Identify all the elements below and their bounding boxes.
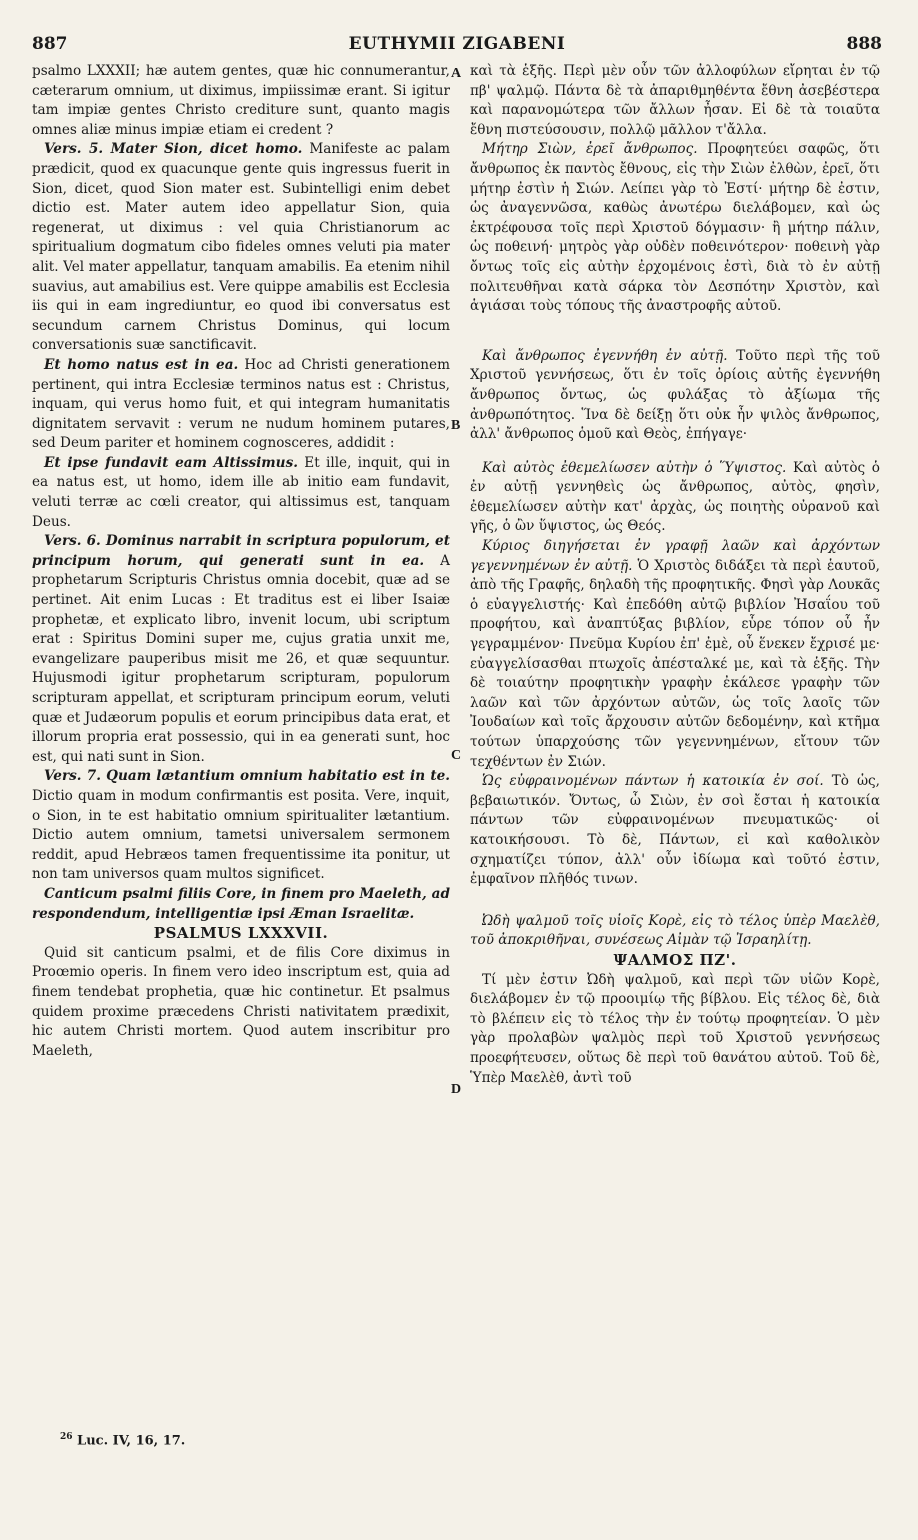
greek-paragraph bbox=[470, 140, 880, 316]
latin-paragraph bbox=[32, 532, 450, 767]
verse-heading: Vers. 7. Quam lætantium omnium habitatio est in te. bbox=[44, 768, 450, 785]
footnote-number: 26 bbox=[60, 1432, 73, 1442]
margin-marker-a: A bbox=[451, 66, 462, 81]
greek-paragraph bbox=[470, 347, 880, 445]
latin-paragraph: Quid sit canticum psalmi, et de filis Core diximus in Proœmio operis. In finem vero ideo inscriptum est, quia ad finem tendebat prophetia, quæ hic continetur. Et psalmus quidem proxime præcedens Christi nativitatem prædixit, hic autem Christi mortem. Quod autem inscribitur pro Maeleth, bbox=[32, 944, 450, 1059]
commentary-text: Hoc ad Christi generationem pertinent, qui intra Ecclesiæ terminos natus est : Christus, inquam, qui verus homo fuit, et qui integram humanitatis dignitatem servavit : verum ne nudum hominem putares, sed Deum pariter et hominem cognosceres, addidit : bbox=[32, 356, 450, 452]
running-title: EUTHYMII ZIGABENI bbox=[348, 34, 566, 54]
verse-heading: Ὡς εὐφραινομένων πάντων ἡ κατοικία ἐν σοί. bbox=[482, 773, 824, 790]
commentary-text: Et ille, inquit, qui in ea natus est, ut homo, idem ille ab initio eam fundavit, veluti terræ ac cœli creator, qui altissimus est, tanquam Deus. bbox=[32, 454, 451, 530]
greek-paragraph bbox=[470, 537, 880, 772]
margin-marker-d: D bbox=[451, 1082, 462, 1097]
verse-heading: Καὶ ἄνθρωπος ἐγεννήθη ἐν αὐτῇ. bbox=[482, 347, 728, 364]
page-number-right: 888 bbox=[846, 34, 882, 54]
psalm-title-latin: PSALMUS LXXXVII. bbox=[153, 924, 329, 943]
greek-paragraph bbox=[470, 772, 880, 890]
latin-paragraph bbox=[32, 454, 450, 532]
spacer bbox=[470, 445, 880, 459]
greek-paragraph: Τί μὲν ἐστιν Ὠδὴ ψαλμοῦ, καὶ περὶ τῶν υἱῶν Κορὲ, διελάβομεν ἐν τῷ προοιμίῳ τῆς βίβλου. Εἰς τέλος δὲ, διὰ τὸ βλέπειν εἰς τὸ τέλος τὴν ἐν τούτῳ προφητείαν. Ὁ μὲν γὰρ προλαβὼν ψαλμὸς περὶ τοῦ Χριστοῦ γεννήσεως προεφήτευσεν, οὕτως δὲ περὶ τοῦ θανάτου αὐτοῦ. Τοῦ δὲ, Ὑπὲρ Μαελὲθ, ἀντὶ τοῦ bbox=[470, 971, 880, 1086]
page-header bbox=[32, 34, 882, 58]
verse-heading: Κύριος διηγήσεται ἐν γραφῇ λαῶν καὶ ἀρχόντων γεγεννημένων ἐν αὐτῇ. bbox=[470, 538, 880, 574]
latin-paragraph bbox=[32, 767, 450, 885]
spacer bbox=[470, 890, 880, 912]
commentary-text: A prophetarum Scripturis Christus omnia docebit, quæ ad se pertinet. Ait enim Lucas : Et traditus est ei liber Isaiæ prophetæ, et explicato libro, invenit locum, ubi scriptum erat : Spiritus Domini super me, cujus gratia unxit me, evangelizare pauperibus misit me 26, et quæ sequuntur. Hujusmodi igitur prophetarum scripturam, populorum scripturam appellat, et scripturam principum eorum, veluti quæ et Judæorum populis et eorum principibus data erat, et illorum propria erat possessio, qui in ea generati sunt, hoc est, qui nati sunt in Sion. bbox=[32, 552, 450, 765]
greek-column bbox=[470, 62, 880, 1088]
margin-marker-c: C bbox=[451, 748, 462, 763]
page-number-left: 887 bbox=[32, 34, 68, 54]
footnote-text: Luc. IV, 16, 17. bbox=[72, 1433, 186, 1449]
commentary-text: Ὁ Χριστὸς διδάξει τὰ περὶ ἑαυτοῦ, ἀπὸ τῆς Γραφῆς, δηλαδὴ τῆς προφητικῆς. Φησὶ γὰρ Λουκᾶς ὁ εὐαγγελιστής· Καὶ ἐπεδόθη αὐτῷ βιβλίον Ἠσαΐου τοῦ προφήτου, καὶ ἀναπτύξας βιβλίον, εὗρε τόπον οὗ ἦν γεγραμμένον· Πνεῦμα Κυρίου ἐπ' ἐμὲ, οὗ ἕνεκεν ἔχρισέ με· εὐαγγελίσασθαι πτωχοῖς ἀπέσταλκέ με, καὶ τὰ ἑξῆς. Τὴν δὲ τοιαύτην προφητικὴν γραφὴν ἐκάλεσε γραφὴν τῶν λαῶν καὶ τῶν ἀρχόντων αὐτῶν, ὡς τοῖς λαοῖς τῶν Ἰουδαίων καὶ τοῖς ἄρχουσιν αὐτῶν δεδομένην, καὶ κτῆμα τούτων ὑπαρχούσης τῶν γεγεννημένων, εἴτουν τῶν τεχθέντων ἐν Σιών. bbox=[470, 557, 880, 770]
verse-heading: Μήτηρ Σιὼν, ἐρεῖ ἄνθρωπος. bbox=[482, 141, 698, 158]
verse-heading: Et homo natus est in ea. bbox=[44, 356, 239, 373]
footnote bbox=[60, 1432, 185, 1448]
verse-heading: Vers. 5. Mater Sion, dicet homo. bbox=[44, 141, 303, 158]
canticum-title: Canticum psalmi filiis Core, in finem pro Maeleth, ad respondendum, intelligentiæ ipsi Æman Israelitæ. bbox=[32, 885, 450, 922]
latin-paragraph: psalmo LXXXII; hæ autem gentes, quæ hic connumerantur, cæterarum omnium, ut diximus, impiissimæ erant. Si igitur tam impiæ gentes Christo crediture sunt, quanto magis omnes aliæ minus impiæ etiam ei credent ? bbox=[32, 63, 450, 138]
ode-title: Ὠδὴ ψαλμοῦ τοῖς υἱοῖς Κορὲ, εἰς τὸ τέλος ὑπὲρ Μαελὲθ, τοῦ ἀποκριθῆναι, συνέσεως Αἰμὰν τῷ Ἰσραηλίτῃ. bbox=[470, 912, 880, 949]
latin-column bbox=[32, 62, 450, 1061]
latin-paragraph bbox=[32, 356, 450, 454]
commentary-text: Προφητεύει σαφῶς, ὅτι ἄνθρωπος ἐκ παντὸς ἔθνους, εἰς τὴν Σιὼν ἐλθὼν, ἐρεῖ, ὅτι μήτηρ ἐστὶν ἡ Σιών. Λείπει γὰρ τὸ Ἐστί· μήτηρ δὲ ἐστιν, ὡς ἀναγεννῶσα, καθὼς ἀνωτέρω διελάβομεν, καὶ ὡς ἐκτρέφουσα τοῖς περὶ Χριστοῦ δόγμασιν· ἢ μήτηρ πάλιν, ὡς ποθεινή· μητρὸς γὰρ οὐδὲν ποθεινότερον· ποθεινὴ γὰρ ὄντως τοῖς εἰς αὐτὴν ἐρχομένοις ἐστὶ, διὰ τὸ ἐν αὐτῇ πολιτευθῆναι κατὰ σάρκα τὸν Δεσπότην Χριστὸν, καὶ ἁγιάσαι τοὺς τόπους τῆς ἀναστροφῆς αὐτοῦ. bbox=[470, 141, 881, 315]
latin-paragraph bbox=[32, 140, 450, 356]
commentary-text: Καὶ αὐτὸς ὁ ἐν αὐτῇ γεννηθεὶς ὡς ἄνθρωπος, αὐτὸς, φησὶν, ἐθεμελίωσεν αὐτὴν κατ' ἀρχὰς, ὡς ποιητὴς οὐρανοῦ καὶ γῆς, ὁ ὢν ὕψιστος, ὡς Θεός. bbox=[470, 459, 880, 535]
greek-paragraph bbox=[470, 459, 880, 537]
verse-heading: Καὶ αὐτὸς ἐθεμελίωσεν αὐτὴν ὁ Ὕψιστος. bbox=[482, 459, 787, 476]
commentary-text: Τὸ ὡς, βεβαιωτικόν. Ὄντως, ὦ Σιὼν, ἐν σοὶ ἔσται ἡ κατοικία πάντων τῶν εὐφραινομένων πνευματικῶς· οἱ κατοικήσουσι. Τὸ δὲ, Πάντων, εἰ καὶ καθολικὸν σχηματίζει τύπον, ἀλλ' οὖν ἰδίωμα καὶ τοῦτό ἐστιν, ἐμφαῖνον πλῆθός τινων. bbox=[470, 773, 880, 888]
psalm-title-greek: ΨΑΛΜΟΣ ΠΖ'. bbox=[613, 950, 737, 969]
commentary-text: Manifeste ac palam prædicit, quod ex quacunque gente quis ingressus fuerit in Sion, dicet, quod Sion mater est. Subintelligi enim debet dictio est. Mater autem ideo appellatur Sion, quia regenerat, ut diximus : vel quia Christianorum ac spiritualium dogmatum cibo fideles omnes veluti pia mater alit. Vel mater appellatur, tanquam amabilis. Ea etenim nihil suavius, aut amabilius est. Vere quippe amabilis est Ecclesia iis qui in eam ingrediuntur, eo quod ibi conversatus est secundum carnem Christus Dominus, qui locum conversationis suæ sanctificavit. bbox=[32, 141, 450, 354]
commentary-text: Dictio quam in modum confirmantis est posita. Vere, inquit, o Sion, in te est habitatio omnium spiritualiter lætantium. Dictio autem omnium, tametsi universalem sermonem reddit, apud Hebræos tamen frequentissime ita ponitur, ut non tam universos quam multos significet. bbox=[32, 787, 450, 883]
spacer bbox=[470, 317, 880, 347]
greek-paragraph: καὶ τὰ ἑξῆς. Περὶ μὲν οὖν τῶν ἀλλοφύλων εἴρηται ἐν τῷ πβ' ψαλμῷ. Πάντα δὲ τὰ ἀπαριθμηθέντα ἔθνη ἀσεβέστερα καὶ παρανομώτερα τῶν ἄλλων ἦσαν. Εἰ δὲ τὰ τοιαῦτα ἔθνη πιστεύσουσιν, πολλῷ μᾶλλον τ'ἄλλα. bbox=[470, 63, 880, 138]
verse-heading: Vers. 6. Dominus narrabit in scriptura populorum, et principum horum, qui generati sunt in ea. bbox=[32, 533, 450, 569]
margin-marker-b: B bbox=[451, 418, 461, 433]
commentary-text: Τοῦτο περὶ τῆς τοῦ Χριστοῦ γεννήσεως, ὅτι ἐν τοῖς ὁρίοις αὐτῆς ἐγεννήθη ἄνθρωπος ὄντως, ὡς φυλάξας τὸ ἀξίωμα τῆς ἀνθρωπότητος. Ἵνα δὲ δείξῃ ὅτι οὐκ ἦν ψιλὸς ἄνθρωπος, ἀλλ' ἄνθρωπος ὁμοῦ καὶ Θεὸς, ἐπήγαγε· bbox=[470, 347, 880, 443]
verse-heading: Et ipse fundavit eam Altissimus. bbox=[44, 454, 298, 471]
